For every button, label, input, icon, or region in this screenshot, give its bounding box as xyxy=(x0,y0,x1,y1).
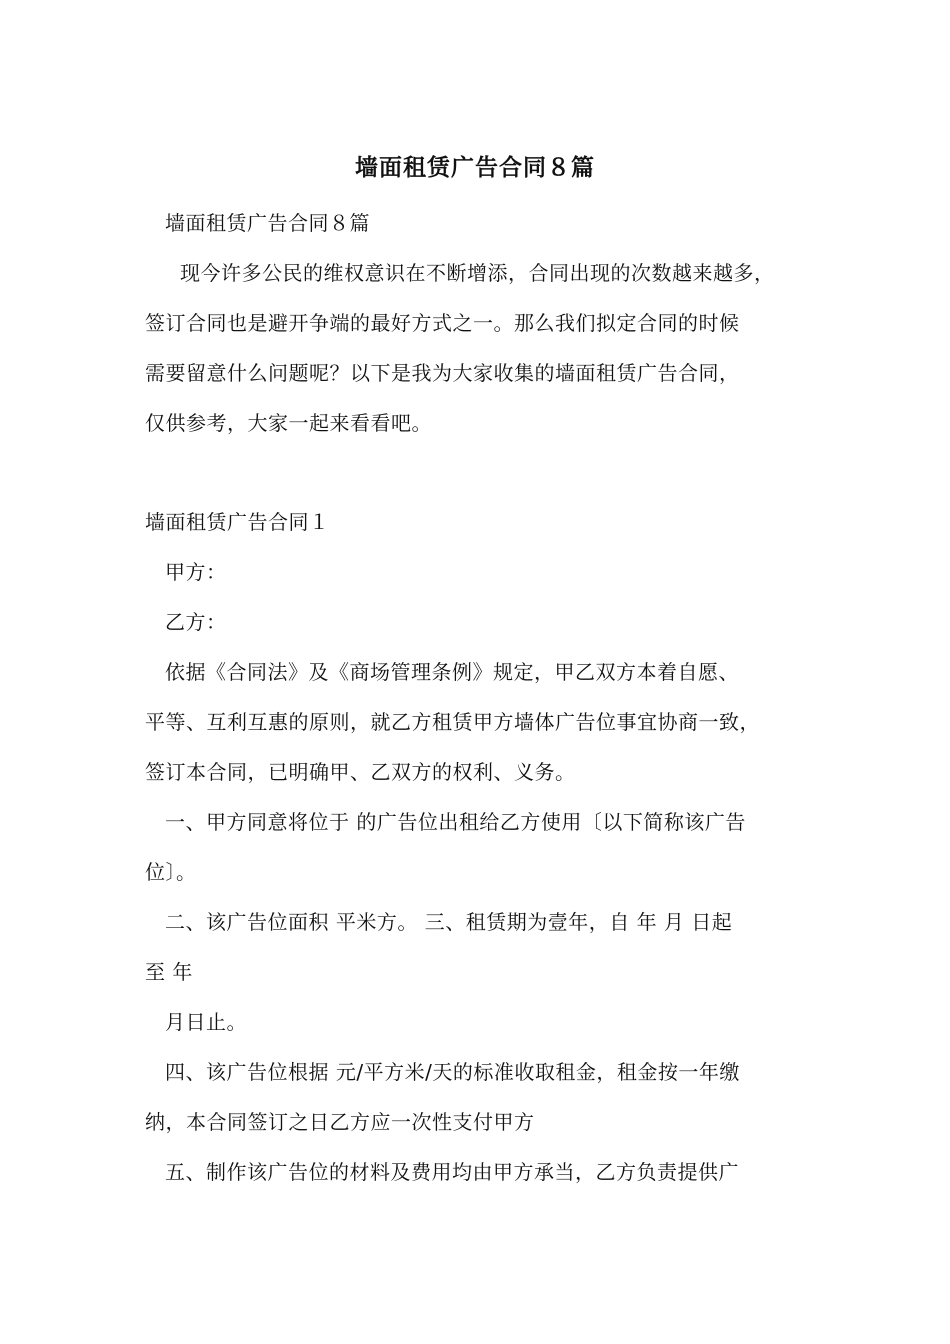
subtitle-line: 墙面租赁广告合同８篇 xyxy=(165,211,370,235)
paragraph-line: 签订本合同，已明确甲、乙双方的权利、义务。 xyxy=(145,760,576,784)
paragraph-line: 仅供参考，大家一起来看看吧。 xyxy=(145,411,432,435)
paragraph-line: 依据《合同法》及《商场管理条例》规定，甲乙双方本着自愿、 xyxy=(165,660,739,684)
party-b-line: 乙方： xyxy=(165,610,227,634)
paragraph-line: 平等、互利互惠的原则，就乙方租赁甲方墙体广告位事宜协商一致， xyxy=(145,710,760,734)
clause-line: 至 年 xyxy=(145,960,193,984)
clause-line: 月日止。 xyxy=(165,1010,247,1034)
clause-line: 一、甲方同意将位于 的广告位出租给乙方使用〔以下简称该广告 xyxy=(165,810,746,834)
paragraph-line: 签订合同也是避开争端的最好方式之一。那么我们拟定合同的时候 xyxy=(145,311,740,335)
clause-line: 五、制作该广告位的材料及费用均由甲方承当，乙方负责提供广 xyxy=(165,1160,739,1184)
clause-line: 二、该广告位面积 平米方。 三、租赁期为壹年，自 年 月 日起 xyxy=(165,910,733,934)
document-title: 墙面租赁广告合同８篇 xyxy=(355,155,595,181)
section-heading: 墙面租赁广告合同１ xyxy=(145,510,330,534)
paragraph-line: 需要留意什么问题呢？以下是我为大家收集的墙面租赁广告合同， xyxy=(145,361,740,385)
party-a-line: 甲方： xyxy=(165,560,227,584)
clause-line: 四、该广告位根据 元/平方米/天的标准收取租金，租金按一年缴 xyxy=(165,1060,740,1084)
clause-line: 纳，本合同签订之日乙方应一次性支付甲方 xyxy=(145,1110,535,1134)
paragraph-line: 现今许多公民的维权意识在不断增添，合同出现的次数越来越多， xyxy=(180,261,775,285)
clause-line: 位〕。 xyxy=(145,860,197,884)
